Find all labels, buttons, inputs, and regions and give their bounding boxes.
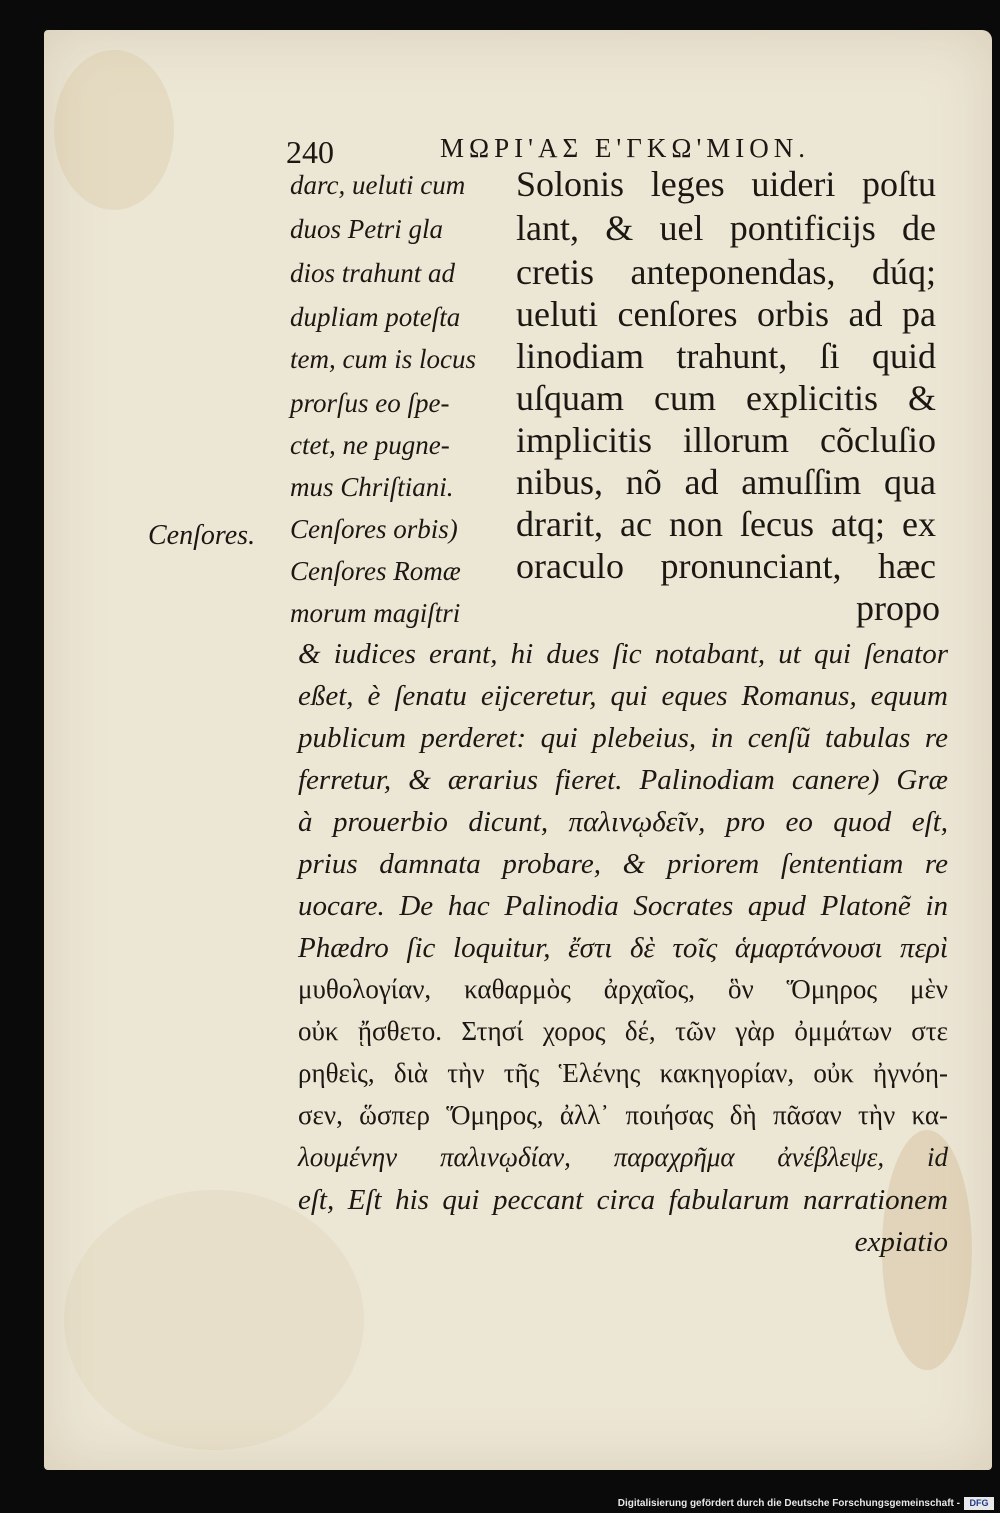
- commentary-line: Cenſores orbis): [290, 514, 458, 544]
- commentary-line: ctet, ne pugne-: [290, 430, 450, 460]
- page-number: 240: [286, 134, 334, 170]
- main-text-line: propo: [856, 588, 940, 628]
- greek-line: λουμένην παλινῳδίαν, παραχρῆμα ἀνέβλεψε, id: [298, 1142, 948, 1172]
- main-text-line: cretis anteponendas, dúq;: [516, 252, 936, 292]
- digitization-credit: Digitalisierung gefördert durch die Deutsche Forschungsgemeinschaft -: [617, 1498, 960, 1509]
- commentary-line: expiatio: [854, 1226, 948, 1258]
- commentary-line: eßet, è ſenatu eijceretur, qui eques Romanus, equum: [298, 680, 948, 712]
- commentary-line: Phædro ſic loquitur, ἔστι δὲ τοῖς ἁμαρτάνουσι περὶ: [298, 932, 948, 964]
- main-text-line: linodiam trahunt, ſi quid: [516, 336, 936, 376]
- main-text-line: Solonis leges uideri poſtu: [516, 164, 936, 204]
- margin-note: Cenſores.: [148, 520, 256, 551]
- greek-line: σεν, ὥσπερ Ὅμηρος, ἀλλ᾽ ποιήσας δὴ πᾶσαν τὴν κα-: [298, 1100, 948, 1130]
- commentary-line: publicum perderet: qui plebeius, in cenſũ tabulas re: [298, 722, 948, 754]
- commentary-line: à prouerbio dicunt, παλινῳδεῖν, pro eo quod eſt,: [298, 806, 948, 838]
- commentary-line: eſt, Eſt his qui peccant circa fabularum narrationem: [298, 1184, 948, 1216]
- main-text-line: ueluti cenſores orbis ad pa: [516, 294, 936, 334]
- commentary-line: duos Petri gla: [290, 214, 443, 244]
- commentary-line: tem, cum is locus: [290, 344, 476, 374]
- main-text-line: nibus, nõ ad amuſſim qua: [516, 462, 936, 502]
- commentary-line: dupliam poteſta: [290, 302, 461, 332]
- commentary-line: morum magiſtri: [290, 598, 461, 628]
- main-text-line: implicitis illorum cõcluſio: [516, 420, 936, 460]
- running-title: ΜΩΡΙ'ΑΣ Ε'ΓΚΩ'ΜΙΟΝ.: [440, 133, 811, 163]
- main-text-line: uſquam cum explicitis &: [516, 378, 936, 418]
- main-text-line: lant, & uel pontificijs de: [516, 208, 936, 248]
- main-text-line: oraculo pronunciant, hæc: [516, 546, 936, 586]
- greek-line: ρηθεὶς, διὰ τὴν τῆς Ἑλένης κακηγορίαν, οὐκ ἠγνόη-: [298, 1058, 948, 1088]
- commentary-line: & iudices erant, hi dues ſic notabant, ut qui ſenator: [298, 638, 948, 670]
- commentary-line: mus Chriſtiani.: [290, 472, 454, 502]
- commentary-line: prius damnata probare, & priorem ſententiam re: [298, 848, 948, 880]
- greek-line: μυθολογίαν, καθαρμὸς ἀρχαῖος, ὃν Ὅμηρος μὲν: [298, 974, 948, 1004]
- commentary-line: uocare. De hac Palinodia Socrates apud Platonẽ in: [298, 890, 948, 922]
- greek-line: οὐκ ᾔσθετο. Στησί χορος δέ, τῶν γὰρ ὀμμάτων στε: [298, 1016, 948, 1046]
- commentary-line: prorſus eo ſpe-: [290, 388, 450, 418]
- main-text-line: drarit, ac non ſecus atq; ex: [516, 504, 936, 544]
- dfg-logo: DFG: [964, 1497, 994, 1510]
- commentary-line: ferretur, & ærarius fieret. Palinodiam canere) Græ: [298, 764, 948, 796]
- commentary-line: Cenſores Romæ: [290, 556, 461, 586]
- commentary-line: darc, ueluti cum: [290, 170, 466, 200]
- commentary-line: dios trahunt ad: [290, 258, 456, 288]
- paper-stain: [54, 50, 174, 210]
